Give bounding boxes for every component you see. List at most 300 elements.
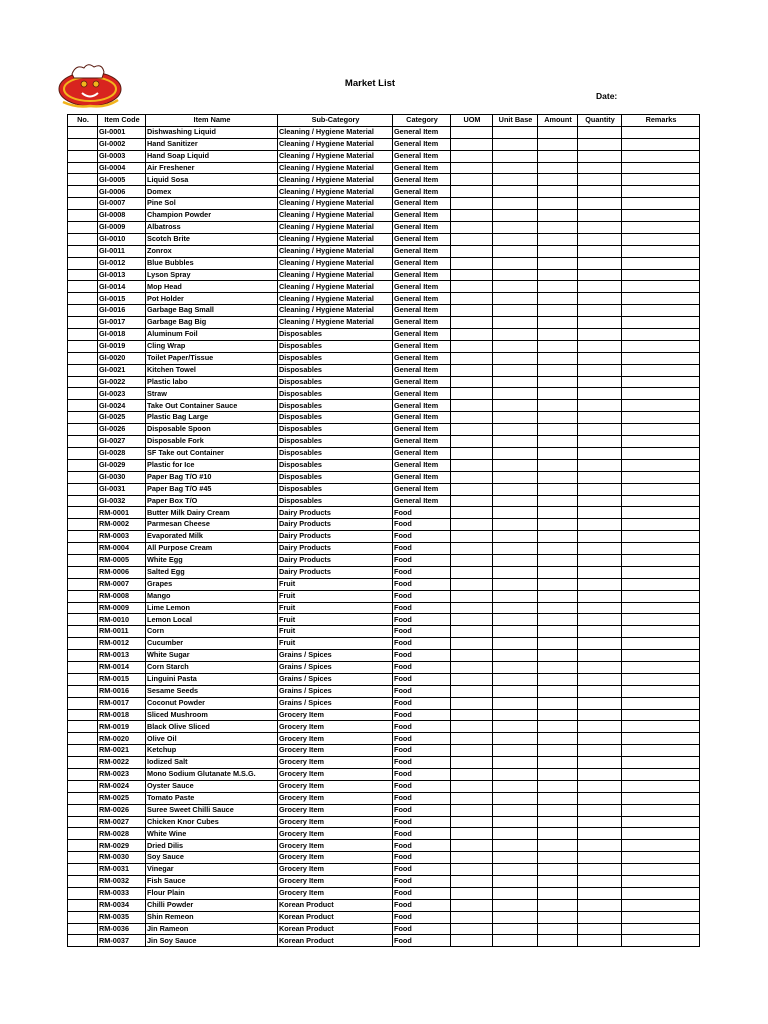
cell-item-name: White Sugar [146, 650, 278, 662]
cell-uom [451, 733, 493, 745]
cell-uom [451, 840, 493, 852]
cell-sub-category: Fruit [278, 602, 393, 614]
cell-sub-category: Grains / Spices [278, 661, 393, 673]
cell-category: General Item [393, 447, 451, 459]
cell-category: General Item [393, 281, 451, 293]
cell-amount [538, 352, 578, 364]
cell-category: Food [393, 935, 451, 947]
cell-remarks [622, 459, 700, 471]
column-header-category: Category [393, 115, 451, 127]
cell-remarks [622, 210, 700, 222]
cell-no [68, 340, 98, 352]
cell-uom [451, 566, 493, 578]
cell-category: Food [393, 578, 451, 590]
cell-sub-category: Dairy Products [278, 507, 393, 519]
cell-uom [451, 257, 493, 269]
cell-remarks [622, 447, 700, 459]
cell-uom [451, 614, 493, 626]
cell-unit-base [493, 305, 538, 317]
cell-sub-category: Cleaning / Hygiene Material [278, 186, 393, 198]
table-row [68, 126, 700, 138]
cell-amount [538, 792, 578, 804]
table-row [68, 780, 700, 792]
table-row [68, 673, 700, 685]
cell-quantity [578, 436, 622, 448]
table-row [68, 697, 700, 709]
cell-amount [538, 174, 578, 186]
cell-remarks [622, 816, 700, 828]
cell-remarks [622, 554, 700, 566]
cell-item-code: GI-0017 [98, 317, 146, 329]
cell-amount [538, 757, 578, 769]
cell-remarks [622, 388, 700, 400]
cell-amount [538, 864, 578, 876]
cell-remarks [622, 923, 700, 935]
cell-unit-base [493, 543, 538, 555]
cell-item-name: Mop Head [146, 281, 278, 293]
cell-item-name: Aluminum Foil [146, 329, 278, 341]
cell-uom [451, 554, 493, 566]
cell-unit-base [493, 329, 538, 341]
cell-item-name: Lime Lemon [146, 602, 278, 614]
cell-item-name: Mango [146, 590, 278, 602]
cell-sub-category: Cleaning / Hygiene Material [278, 317, 393, 329]
cell-no [68, 566, 98, 578]
table-row [68, 876, 700, 888]
cell-unit-base [493, 447, 538, 459]
cell-category: General Item [393, 340, 451, 352]
date-label: Date: [596, 91, 618, 101]
cell-category: Food [393, 590, 451, 602]
cell-item-code: RM-0006 [98, 566, 146, 578]
cell-amount [538, 602, 578, 614]
cell-category: Food [393, 626, 451, 638]
cell-remarks [622, 864, 700, 876]
table-row [68, 186, 700, 198]
table-row [68, 495, 700, 507]
cell-item-code: RM-0034 [98, 899, 146, 911]
cell-uom [451, 852, 493, 864]
cell-remarks [622, 150, 700, 162]
cell-item-code: RM-0021 [98, 745, 146, 757]
cell-no [68, 507, 98, 519]
table-row [68, 483, 700, 495]
cell-item-code: RM-0024 [98, 780, 146, 792]
cell-category: Food [393, 566, 451, 578]
cell-uom [451, 245, 493, 257]
cell-remarks [622, 650, 700, 662]
cell-unit-base [493, 566, 538, 578]
cell-sub-category: Disposables [278, 400, 393, 412]
cell-amount [538, 483, 578, 495]
cell-remarks [622, 424, 700, 436]
cell-unit-base [493, 578, 538, 590]
cell-quantity [578, 352, 622, 364]
cell-no [68, 162, 98, 174]
cell-sub-category: Disposables [278, 352, 393, 364]
cell-unit-base [493, 733, 538, 745]
table-row [68, 329, 700, 341]
cell-amount [538, 245, 578, 257]
cell-quantity [578, 650, 622, 662]
cell-item-name: Sliced Mushroom [146, 709, 278, 721]
cell-no [68, 329, 98, 341]
cell-uom [451, 222, 493, 234]
cell-no [68, 816, 98, 828]
cell-unit-base [493, 757, 538, 769]
cell-item-code: GI-0010 [98, 233, 146, 245]
cell-amount [538, 638, 578, 650]
cell-sub-category: Grocery Item [278, 804, 393, 816]
cell-uom [451, 864, 493, 876]
cell-item-code: RM-0032 [98, 876, 146, 888]
cell-sub-category: Cleaning / Hygiene Material [278, 126, 393, 138]
cell-uom [451, 138, 493, 150]
cell-remarks [622, 162, 700, 174]
cell-no [68, 233, 98, 245]
cell-item-code: RM-0026 [98, 804, 146, 816]
cell-quantity [578, 400, 622, 412]
cell-item-name: Scotch Brite [146, 233, 278, 245]
cell-amount [538, 733, 578, 745]
cell-quantity [578, 685, 622, 697]
cell-quantity [578, 780, 622, 792]
cell-remarks [622, 602, 700, 614]
cell-amount [538, 210, 578, 222]
cell-category: General Item [393, 257, 451, 269]
cell-no [68, 245, 98, 257]
cell-item-code: GI-0011 [98, 245, 146, 257]
cell-category: Food [393, 780, 451, 792]
cell-unit-base [493, 495, 538, 507]
cell-item-code: RM-0030 [98, 852, 146, 864]
cell-uom [451, 780, 493, 792]
cell-remarks [622, 626, 700, 638]
cell-no [68, 923, 98, 935]
cell-unit-base [493, 638, 538, 650]
cell-item-name: Jin Rameon [146, 923, 278, 935]
cell-amount [538, 543, 578, 555]
cell-unit-base [493, 804, 538, 816]
document-title: Market List [344, 78, 396, 89]
cell-category: Food [393, 792, 451, 804]
cell-no [68, 804, 98, 816]
table-row [68, 709, 700, 721]
cell-quantity [578, 816, 622, 828]
cell-remarks [622, 281, 700, 293]
cell-unit-base [493, 519, 538, 531]
table-row [68, 614, 700, 626]
cell-quantity [578, 412, 622, 424]
cell-remarks [622, 245, 700, 257]
cell-item-name: Kitchen Towel [146, 364, 278, 376]
table-row [68, 222, 700, 234]
cell-amount [538, 364, 578, 376]
cell-unit-base [493, 507, 538, 519]
cell-item-code: GI-0032 [98, 495, 146, 507]
cell-category: Food [393, 650, 451, 662]
cell-item-code: RM-0014 [98, 661, 146, 673]
cell-unit-base [493, 792, 538, 804]
cell-category: Food [393, 876, 451, 888]
table-row [68, 864, 700, 876]
cell-uom [451, 590, 493, 602]
cell-category: Food [393, 685, 451, 697]
cell-remarks [622, 138, 700, 150]
cell-item-name: Tomato Paste [146, 792, 278, 804]
cell-no [68, 935, 98, 947]
cell-quantity [578, 935, 622, 947]
cell-category: Food [393, 923, 451, 935]
cell-remarks [622, 519, 700, 531]
cell-quantity [578, 733, 622, 745]
cell-unit-base [493, 233, 538, 245]
cell-sub-category: Disposables [278, 340, 393, 352]
cell-uom [451, 186, 493, 198]
table-row [68, 162, 700, 174]
cell-item-name: Cling Wrap [146, 340, 278, 352]
cell-unit-base [493, 388, 538, 400]
cell-sub-category: Cleaning / Hygiene Material [278, 162, 393, 174]
table-row [68, 899, 700, 911]
cell-item-name: Domex [146, 186, 278, 198]
cell-no [68, 673, 98, 685]
cell-sub-category: Dairy Products [278, 543, 393, 555]
cell-no [68, 150, 98, 162]
cell-unit-base [493, 876, 538, 888]
cell-category: General Item [393, 126, 451, 138]
cell-quantity [578, 186, 622, 198]
cell-amount [538, 828, 578, 840]
cell-item-code: RM-0017 [98, 697, 146, 709]
cell-category: Food [393, 840, 451, 852]
cell-quantity [578, 804, 622, 816]
cell-sub-category: Fruit [278, 626, 393, 638]
cell-no [68, 578, 98, 590]
cell-category: General Item [393, 459, 451, 471]
cell-unit-base [493, 590, 538, 602]
cell-amount [538, 626, 578, 638]
cell-quantity [578, 828, 622, 840]
cell-no [68, 709, 98, 721]
cell-uom [451, 424, 493, 436]
cell-unit-base [493, 150, 538, 162]
cell-unit-base [493, 864, 538, 876]
table-row [68, 412, 700, 424]
cell-unit-base [493, 138, 538, 150]
cell-uom [451, 661, 493, 673]
cell-no [68, 554, 98, 566]
cell-remarks [622, 578, 700, 590]
cell-no [68, 590, 98, 602]
cell-uom [451, 673, 493, 685]
cell-category: General Item [393, 245, 451, 257]
cell-quantity [578, 864, 622, 876]
cell-no [68, 626, 98, 638]
cell-item-name: Air Freshener [146, 162, 278, 174]
cell-uom [451, 804, 493, 816]
cell-category: General Item [393, 495, 451, 507]
cell-uom [451, 162, 493, 174]
cell-amount [538, 317, 578, 329]
cell-item-name: Coconut Powder [146, 697, 278, 709]
cell-item-name: Olive Oil [146, 733, 278, 745]
cell-item-name: Zonrox [146, 245, 278, 257]
cell-item-code: GI-0020 [98, 352, 146, 364]
cell-item-name: Soy Sauce [146, 852, 278, 864]
cell-category: General Item [393, 317, 451, 329]
cell-uom [451, 792, 493, 804]
cell-item-code: RM-0009 [98, 602, 146, 614]
cell-sub-category: Disposables [278, 447, 393, 459]
cell-quantity [578, 709, 622, 721]
cell-no [68, 364, 98, 376]
cell-remarks [622, 257, 700, 269]
cell-no [68, 899, 98, 911]
cell-uom [451, 935, 493, 947]
cell-category: General Item [393, 424, 451, 436]
cell-no [68, 876, 98, 888]
cell-item-name: Straw [146, 388, 278, 400]
cell-remarks [622, 305, 700, 317]
cell-item-name: Grapes [146, 578, 278, 590]
cell-remarks [622, 436, 700, 448]
cell-amount [538, 233, 578, 245]
cell-sub-category: Cleaning / Hygiene Material [278, 210, 393, 222]
cell-no [68, 436, 98, 448]
cell-item-name: Jin Soy Sauce [146, 935, 278, 947]
cell-category: General Item [393, 471, 451, 483]
cell-sub-category: Dairy Products [278, 531, 393, 543]
cell-sub-category: Fruit [278, 590, 393, 602]
cell-uom [451, 757, 493, 769]
table-row [68, 768, 700, 780]
cell-item-code: RM-0012 [98, 638, 146, 650]
company-logo [56, 62, 124, 110]
cell-remarks [622, 685, 700, 697]
cell-unit-base [493, 424, 538, 436]
table-row [68, 626, 700, 638]
cell-amount [538, 899, 578, 911]
cell-uom [451, 828, 493, 840]
cell-item-name: Plastic for Ice [146, 459, 278, 471]
cell-item-name: Salted Egg [146, 566, 278, 578]
table-row [68, 721, 700, 733]
cell-uom [451, 447, 493, 459]
cell-item-code: RM-0004 [98, 543, 146, 555]
cell-category: Food [393, 864, 451, 876]
cell-uom [451, 269, 493, 281]
cell-category: General Item [393, 329, 451, 341]
cell-category: General Item [393, 436, 451, 448]
table-row [68, 923, 700, 935]
table-row [68, 792, 700, 804]
cell-uom [451, 174, 493, 186]
table-row [68, 757, 700, 769]
cell-item-code: GI-0009 [98, 222, 146, 234]
cell-remarks [622, 792, 700, 804]
cell-no [68, 614, 98, 626]
cell-no [68, 352, 98, 364]
cell-unit-base [493, 697, 538, 709]
table-row [68, 257, 700, 269]
cell-quantity [578, 233, 622, 245]
cell-sub-category: Grocery Item [278, 876, 393, 888]
cell-item-code: RM-0036 [98, 923, 146, 935]
cell-sub-category: Cleaning / Hygiene Material [278, 269, 393, 281]
cell-quantity [578, 495, 622, 507]
cell-quantity [578, 317, 622, 329]
cell-item-code: GI-0013 [98, 269, 146, 281]
cell-amount [538, 222, 578, 234]
table-row [68, 887, 700, 899]
cell-quantity [578, 222, 622, 234]
cell-unit-base [493, 293, 538, 305]
cell-remarks [622, 697, 700, 709]
cell-unit-base [493, 614, 538, 626]
cell-item-name: Champion Powder [146, 210, 278, 222]
table-row [68, 507, 700, 519]
cell-remarks [622, 543, 700, 555]
cell-category: General Item [393, 222, 451, 234]
cell-category: General Item [393, 162, 451, 174]
cell-item-code: RM-0016 [98, 685, 146, 697]
cell-uom [451, 198, 493, 210]
cell-item-code: GI-0018 [98, 329, 146, 341]
cell-remarks [622, 340, 700, 352]
cell-sub-category: Grains / Spices [278, 697, 393, 709]
cell-sub-category: Disposables [278, 436, 393, 448]
cell-quantity [578, 198, 622, 210]
cell-quantity [578, 126, 622, 138]
cell-quantity [578, 162, 622, 174]
cell-uom [451, 483, 493, 495]
cell-amount [538, 661, 578, 673]
cell-amount [538, 578, 578, 590]
cell-item-code: GI-0021 [98, 364, 146, 376]
cell-remarks [622, 876, 700, 888]
cell-amount [538, 471, 578, 483]
table-row [68, 281, 700, 293]
cell-unit-base [493, 471, 538, 483]
cell-uom [451, 281, 493, 293]
cell-uom [451, 376, 493, 388]
cell-item-code: RM-0023 [98, 768, 146, 780]
cell-quantity [578, 768, 622, 780]
cell-uom [451, 459, 493, 471]
cell-item-code: GI-0004 [98, 162, 146, 174]
cell-item-name: Cucumber [146, 638, 278, 650]
cell-category: Food [393, 638, 451, 650]
cell-item-name: White Wine [146, 828, 278, 840]
table-row [68, 816, 700, 828]
cell-quantity [578, 531, 622, 543]
cell-category: General Item [393, 376, 451, 388]
cell-no [68, 887, 98, 899]
cell-no [68, 757, 98, 769]
cell-sub-category: Cleaning / Hygiene Material [278, 281, 393, 293]
cell-no [68, 911, 98, 923]
cell-sub-category: Grocery Item [278, 745, 393, 757]
cell-uom [451, 899, 493, 911]
table-row [68, 447, 700, 459]
cell-sub-category: Korean Product [278, 899, 393, 911]
cell-item-name: Ketchup [146, 745, 278, 757]
cell-unit-base [493, 840, 538, 852]
cell-remarks [622, 804, 700, 816]
cell-item-name: Vinegar [146, 864, 278, 876]
cell-no [68, 745, 98, 757]
